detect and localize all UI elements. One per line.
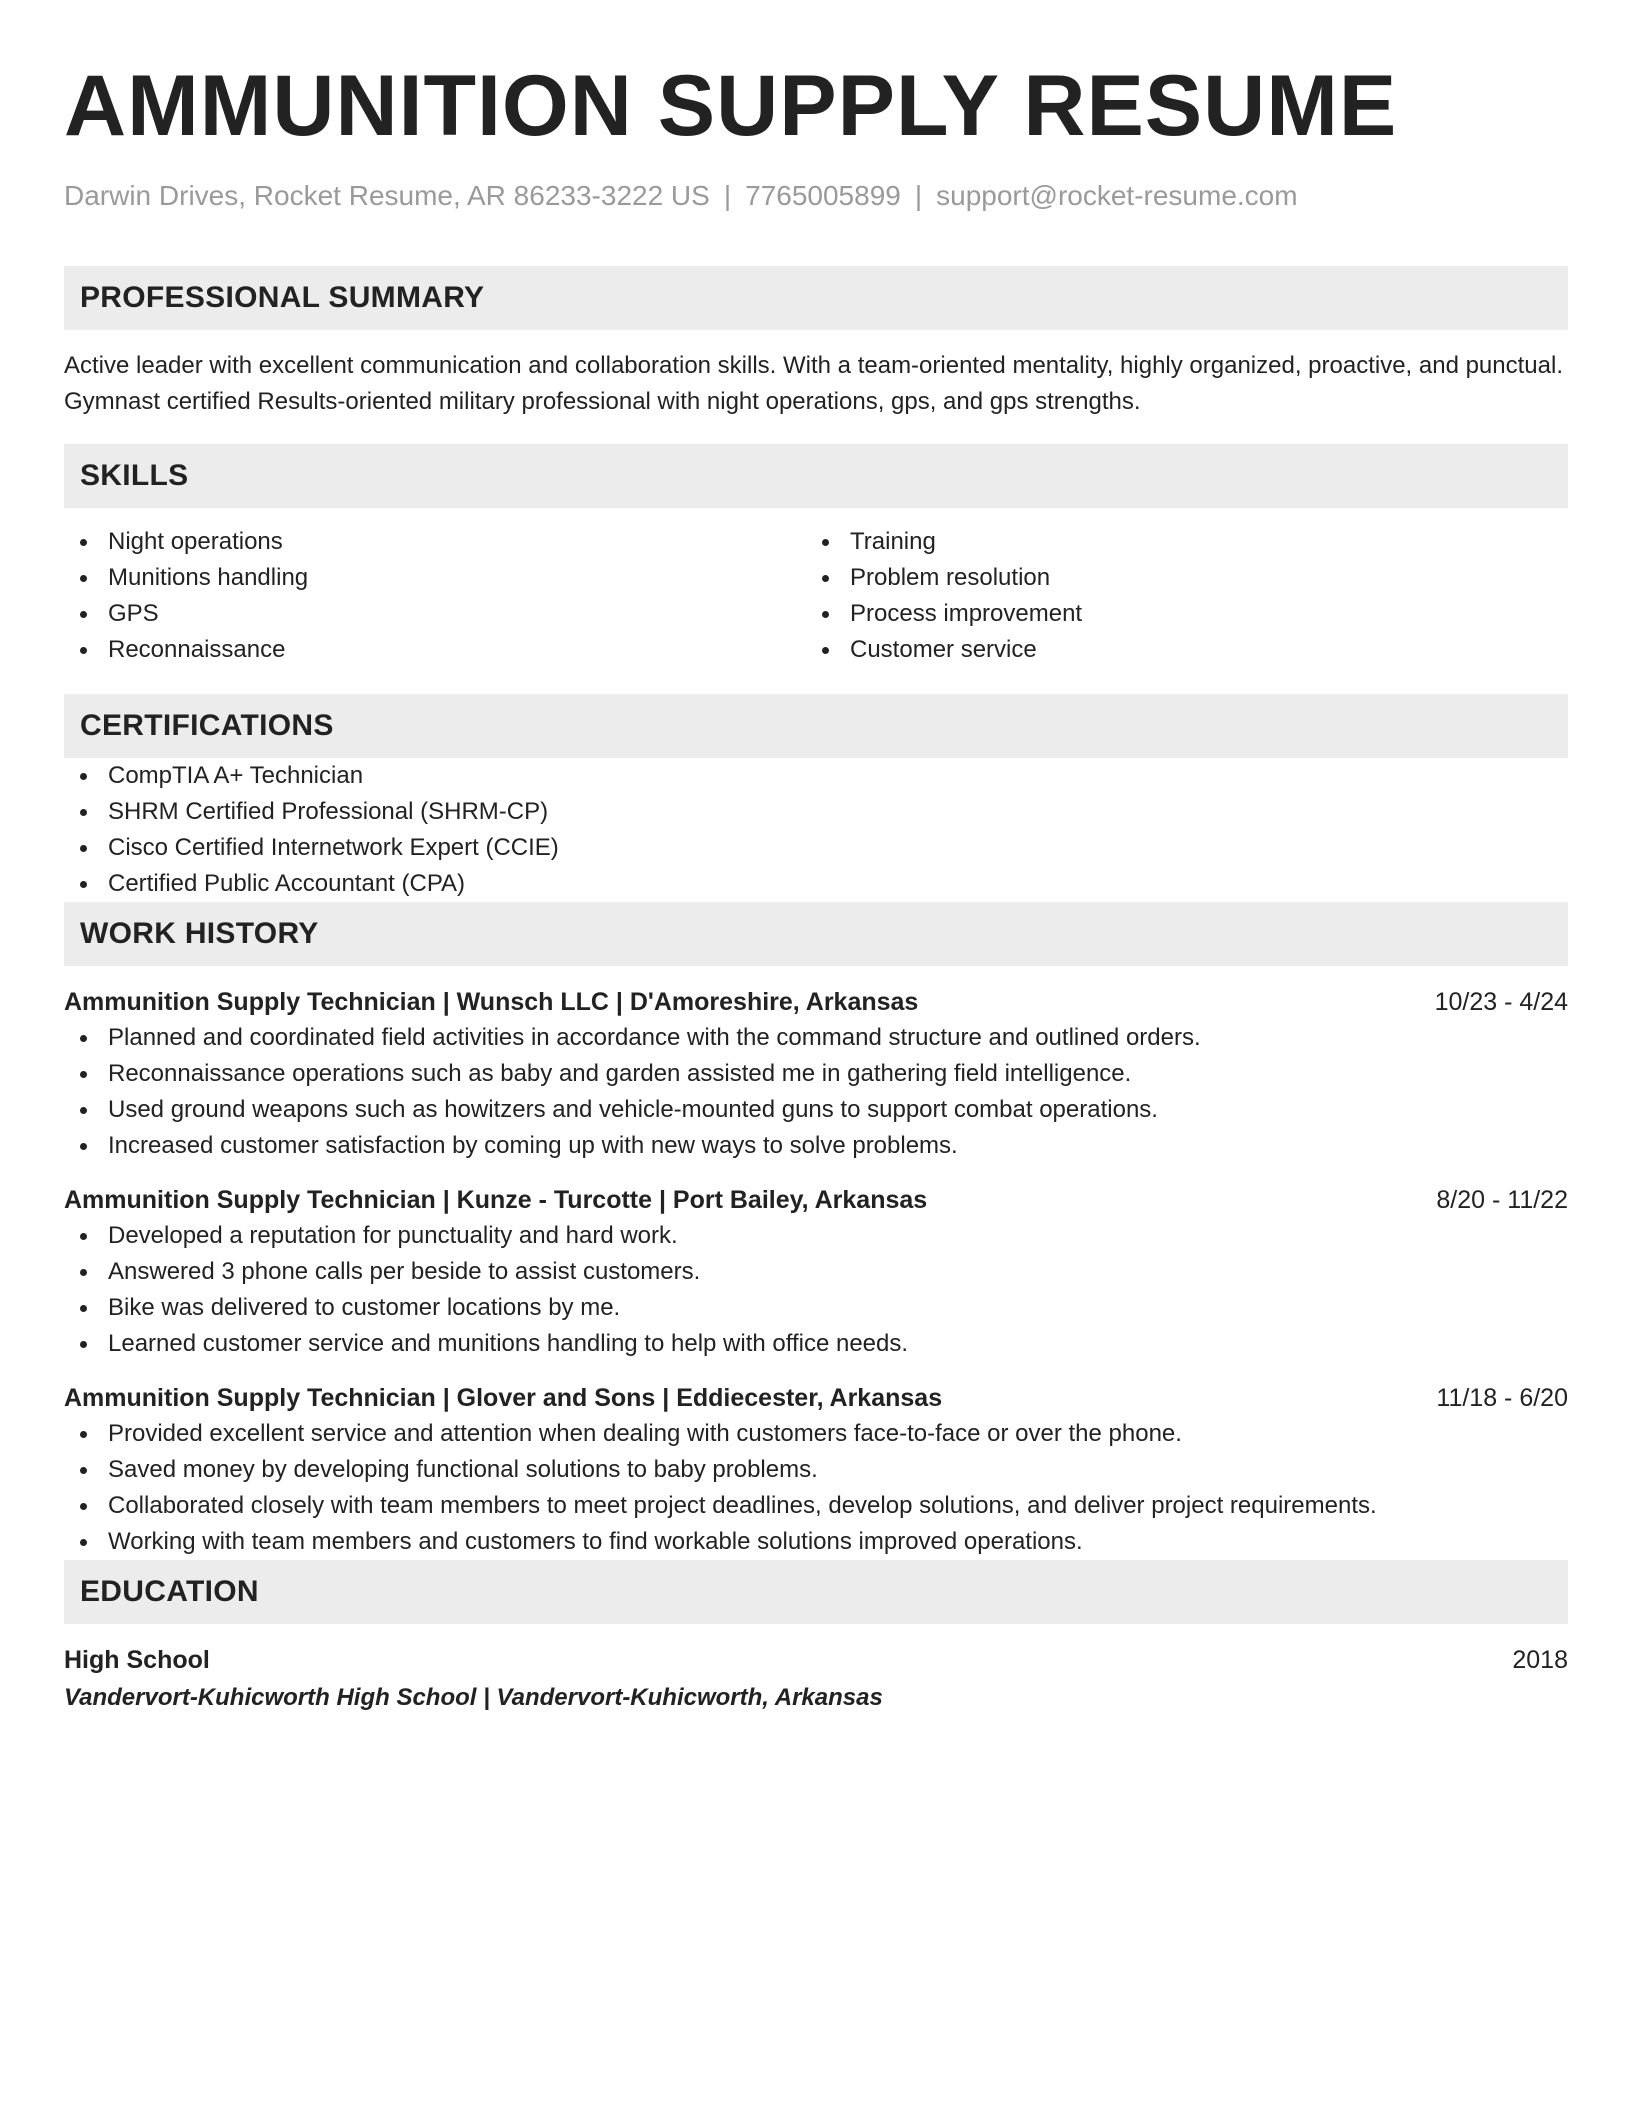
section-heading-work-history: WORK HISTORY: [64, 902, 1568, 966]
job-bullets: [64, 1218, 1568, 1362]
resume-page: [64, 0, 1568, 1716]
skill-item: GPS: [64, 596, 806, 632]
job-title: Ammunition Supply Technician | Glover and Sons | Eddiecester, Arkansas: [64, 1384, 943, 1412]
contact-email[interactable]: support@rocket-resume.com: [936, 180, 1298, 211]
contact-line: [64, 178, 1568, 214]
job-bullet: Collaborated closely with team members to meet project deadlines, develop solutions, and deliver project requirements.: [64, 1488, 1568, 1524]
skill-item: Process improvement: [806, 596, 1548, 632]
skill-item: Night operations: [64, 524, 806, 560]
education-header: [64, 1642, 1568, 1678]
job-bullet: Increased customer satisfaction by coming up with new ways to solve problems.: [64, 1128, 1568, 1164]
job-bullet: Saved money by developing functional solutions to baby problems.: [64, 1452, 1568, 1488]
section-heading-certifications: CERTIFICATIONS: [64, 694, 1568, 758]
job-entry: [64, 984, 1568, 1164]
contact-address: Darwin Drives, Rocket Resume, AR 86233-3222 US: [64, 180, 710, 211]
job-title: Ammunition Supply Technician | Kunze - Turcotte | Port Bailey, Arkansas: [64, 1186, 928, 1214]
job-entry: [64, 1182, 1568, 1362]
contact-phone: 7765005899: [745, 180, 901, 211]
section-heading-skills: SKILLS: [64, 444, 1568, 508]
job-bullet: Provided excellent service and attention when dealing with customers face-to-face or over the phone.: [64, 1416, 1568, 1452]
job-header: [64, 1182, 1568, 1218]
job-entry: [64, 1380, 1568, 1560]
education-degree: High School: [64, 1646, 210, 1674]
job-dates: 8/20 - 11/22: [1436, 1186, 1568, 1214]
certification-item: Cisco Certified Internetwork Expert (CCIE): [64, 830, 1568, 866]
skill-item: Reconnaissance: [64, 632, 806, 668]
certification-item: SHRM Certified Professional (SHRM-CP): [64, 794, 1568, 830]
education-school: Vandervort-Kuhicworth High School | Vandervort-Kuhicworth, Arkansas: [64, 1684, 883, 1711]
job-bullets: [64, 1020, 1568, 1164]
job-title: Ammunition Supply Technician | Wunsch LLC | D'Amoreshire, Arkansas: [64, 988, 919, 1016]
summary-text: Active leader with excellent communication and collaboration skills. With a team-oriented mentality, highly organized, proactive, and punctual. Gymnast certified Results-oriented military professional with night operations, gps, and gps strengths.: [64, 352, 1563, 415]
job-bullet: Used ground weapons such as howitzers and vehicle-mounted guns to support combat operations.: [64, 1092, 1568, 1128]
section-heading-education: EDUCATION: [64, 1560, 1568, 1624]
job-bullet: Reconnaissance operations such as baby and garden assisted me in gathering field intelligence.: [64, 1056, 1568, 1092]
skill-item: Training: [806, 524, 1548, 560]
skill-item: Customer service: [806, 632, 1548, 668]
contact-separator: |: [723, 180, 732, 211]
job-header: [64, 984, 1568, 1020]
skills-column-right: [806, 524, 1548, 668]
job-bullets: [64, 1416, 1568, 1560]
job-bullet: Working with team members and customers to find workable solutions improved operations.: [64, 1524, 1568, 1560]
skill-item: Munitions handling: [64, 560, 806, 596]
job-dates: 11/18 - 6/20: [1436, 1384, 1568, 1412]
job-bullet: Answered 3 phone calls per beside to assist customers.: [64, 1254, 1568, 1290]
certifications-list: [64, 758, 1568, 902]
job-header: [64, 1380, 1568, 1416]
skills-list: [64, 524, 1568, 668]
skill-item: Problem resolution: [806, 560, 1548, 596]
skills-column-left: [64, 524, 806, 668]
certification-item: CompTIA A+ Technician: [64, 758, 1568, 794]
job-bullet: Developed a reputation for punctuality and hard work.: [64, 1218, 1568, 1254]
certification-item: Certified Public Accountant (CPA): [64, 866, 1568, 902]
section-heading-summary: PROFESSIONAL SUMMARY: [64, 266, 1568, 330]
job-bullet: Planned and coordinated field activities in accordance with the command structure and outlined orders.: [64, 1020, 1568, 1056]
job-bullet: Bike was delivered to customer locations by me.: [64, 1290, 1568, 1326]
resume-title: AMMUNITION SUPPLY RESUME: [64, 58, 1398, 154]
contact-separator: |: [914, 180, 923, 211]
job-dates: 10/23 - 4/24: [1434, 988, 1568, 1016]
education-year: 2018: [1512, 1646, 1568, 1674]
job-bullet: Learned customer service and munitions handling to help with office needs.: [64, 1326, 1568, 1362]
